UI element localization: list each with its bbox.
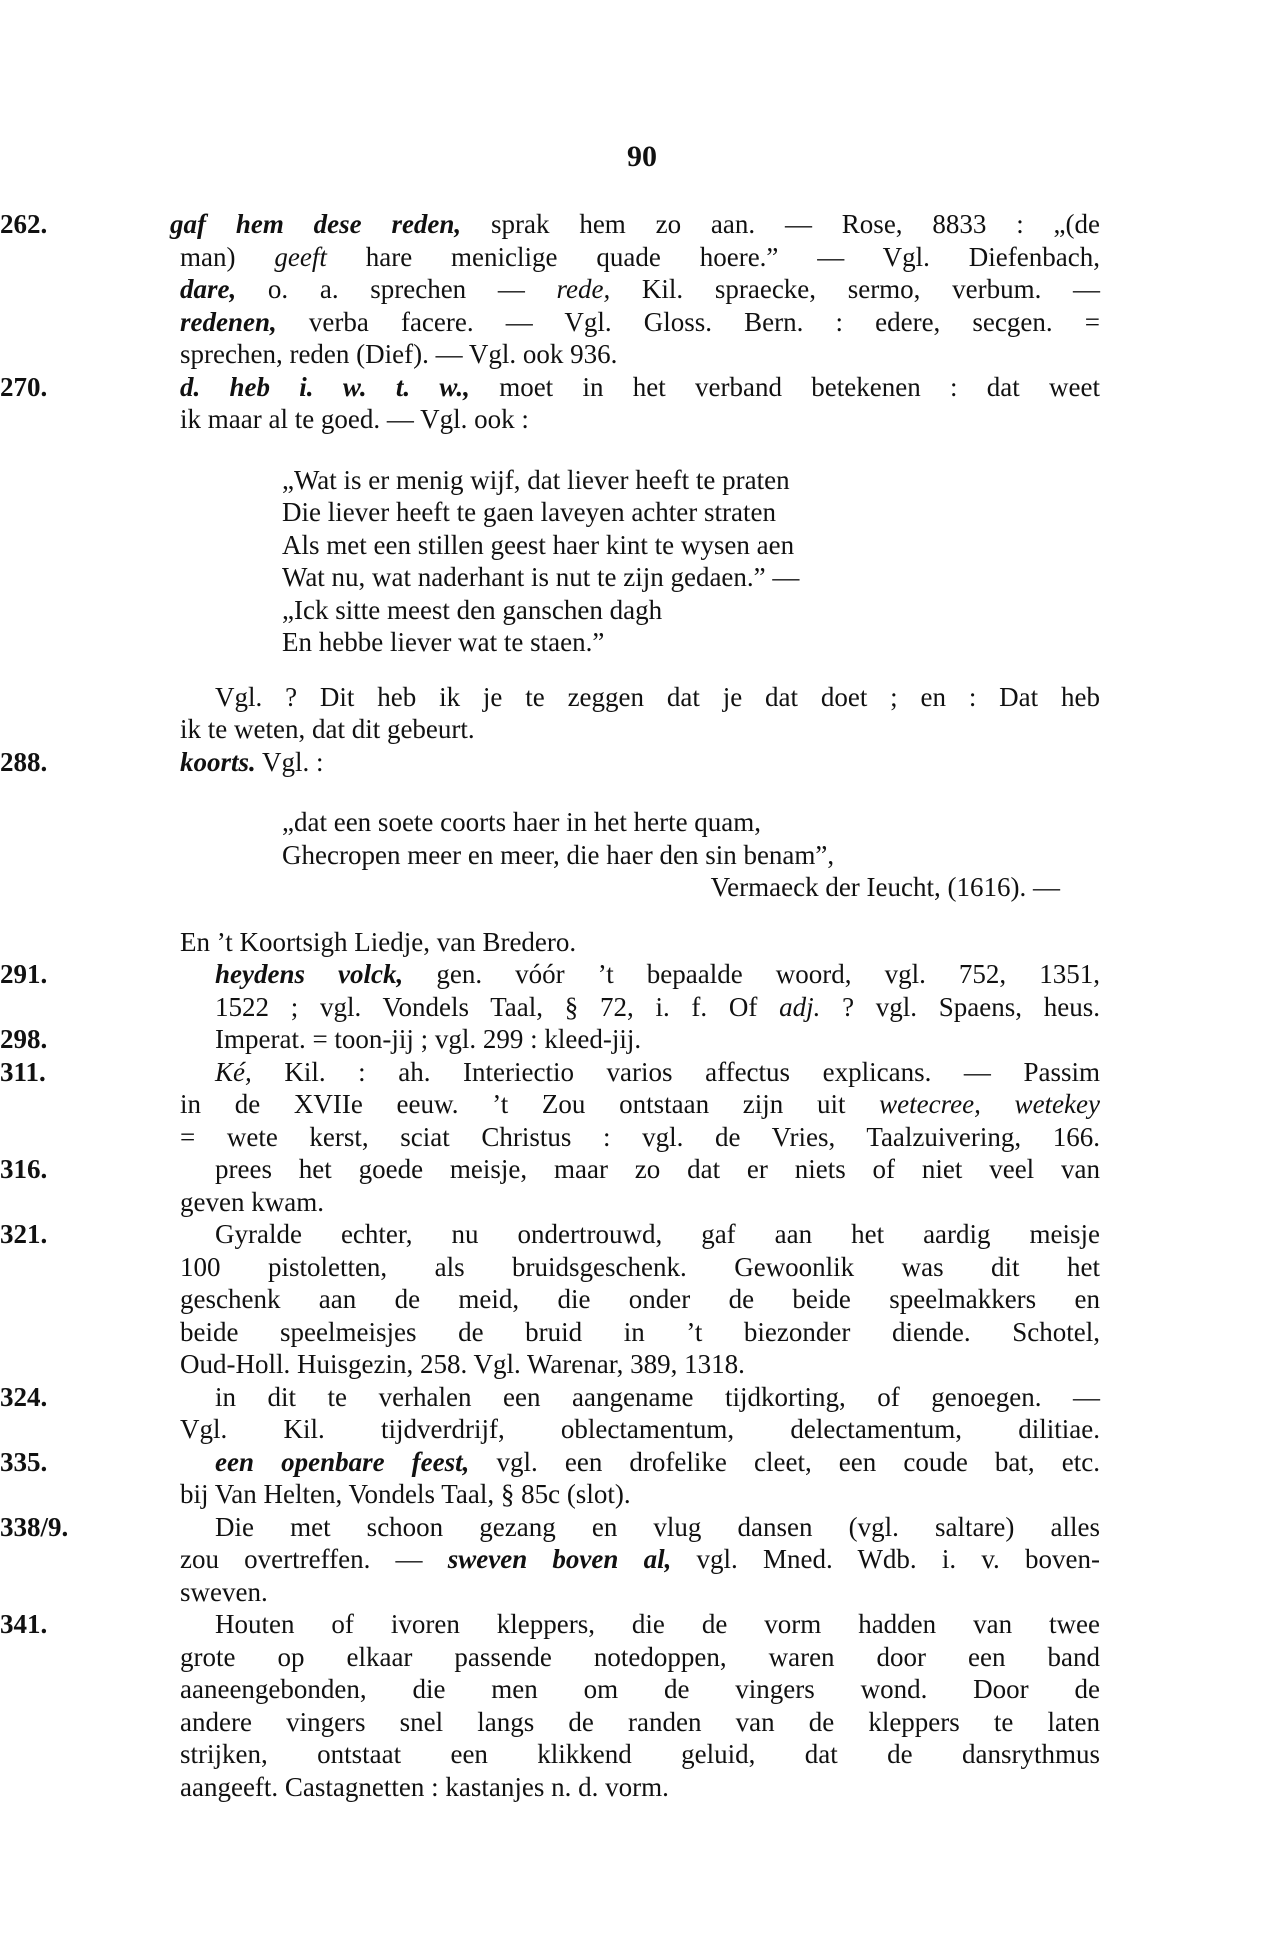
italic-word: wetecree, wetekey xyxy=(879,1089,1100,1119)
entry-321 xyxy=(0,1218,1284,1381)
entry-321-line-4: beide speelmeisjes de bruid in ’t biezonder diende. Schotel, xyxy=(180,1316,1100,1347)
text-run: sprak hem zo aan. — Rose, 8833 : „(de xyxy=(461,209,1100,239)
entry-298-line-1 xyxy=(0,1023,1135,1056)
quote-line: Wat nu, wat naderhant is nut te zijn gedaen.” — xyxy=(282,562,800,592)
entry-298 xyxy=(0,1023,1284,1056)
entry-324 xyxy=(0,1381,1284,1446)
entry-316-line-2: geven kwam. xyxy=(180,1186,324,1217)
entry-291-line-2 xyxy=(215,991,1100,1024)
entry-341-line-1 xyxy=(0,1608,1100,1641)
text-run: gen. vóór ’t bepaalde woord, vgl. 752, 1351, xyxy=(403,959,1100,989)
entry-335 xyxy=(0,1446,1284,1511)
headword: koorts. xyxy=(180,746,256,777)
quote-line: En hebbe liever wat te staen.” xyxy=(282,627,605,657)
entry-324-line-2: Vgl. Kil. tijdverdrijf, oblectamentum, delectamentum, dilitiae. xyxy=(180,1414,1100,1444)
entry-number: 341. xyxy=(0,1609,48,1639)
entry-341-line-4: andere vingers snel langs de randen van de kleppers te laten xyxy=(180,1706,1100,1737)
entry-291-line-1 xyxy=(0,958,1100,991)
entry-number: 316. xyxy=(0,1154,48,1184)
entry-288 xyxy=(0,746,1284,959)
entry-321-line-5: Oud-Holl. Huisgezin, 258. Vgl. Warenar, 389, 1318. xyxy=(180,1349,745,1379)
text-run: vgl. Mned. Wdb. i. v. boven- xyxy=(671,1544,1100,1574)
quote-attribution: Vermaeck der Ieucht, (1616). — xyxy=(710,872,1060,902)
entry-270-quote xyxy=(0,464,1284,659)
entry-311-line-1 xyxy=(0,1056,1100,1089)
quote-line: „Ick sitte meest den ganschen dagh xyxy=(282,594,663,625)
entry-321-line-3: geschenk aan de meid, die onder de beide speelmakkers en xyxy=(180,1284,1100,1314)
entry-338-line-1 xyxy=(0,1511,1100,1544)
entry-338-line-3: sweven. xyxy=(180,1576,268,1607)
entry-288-after: En ’t Koortsigh Liedje, van Bredero. xyxy=(180,926,577,957)
entry-262-line-1 xyxy=(0,208,1100,241)
entry-262-line-3 xyxy=(180,273,1100,306)
entry-338-9 xyxy=(0,1511,1284,1609)
entry-number: 288. xyxy=(0,746,48,777)
text-run: Houten of ivoren kleppers, die de vorm hadden van twee xyxy=(215,1609,1100,1639)
entry-311-line-3: = wete kerst, sciat Christus : vgl. de Vries, Taalzuivering, 166. xyxy=(180,1121,1100,1152)
text-run: verba facere. — Vgl. Gloss. Bern. : edere, secgen. = xyxy=(276,306,1100,337)
quote-line: Als met een stillen geest haer kint te wysen aen xyxy=(282,529,795,560)
entry-324-line-1 xyxy=(0,1381,1100,1414)
entry-number: 298. xyxy=(0,1024,48,1054)
headword: Ké, xyxy=(215,1056,252,1087)
entry-311 xyxy=(0,1056,1284,1154)
text-run: zou overtreffen. — xyxy=(180,1544,448,1574)
italic-word: geeft xyxy=(274,241,327,272)
text-run: moet in het verband betekenen : dat weet xyxy=(469,371,1100,402)
entry-311-line-2 xyxy=(180,1088,1100,1121)
entry-316-line-1 xyxy=(0,1153,1100,1186)
text-run: o. a. sprechen — xyxy=(236,274,557,304)
text-run: man) xyxy=(180,241,275,272)
italic-word: dare, xyxy=(180,274,237,304)
entry-316 xyxy=(0,1153,1284,1218)
entry-262-line-5: sprechen, reden (Dief). — Vgl. ook 936. xyxy=(180,339,618,369)
entry-341 xyxy=(0,1608,1284,1803)
text-run: Kil. : ah. Interiectio varios affectus explicans. — Passim xyxy=(251,1056,1100,1087)
entry-338-line-2 xyxy=(180,1543,1100,1576)
text-run: Vgl. : xyxy=(255,746,324,777)
entry-number: 324. xyxy=(0,1381,48,1412)
text-run: Imperat. = toon-jij ; vgl. 299 : kleed-jij. xyxy=(215,1024,642,1054)
text-run: hare meniclige quade hoere.” — Vgl. Diefenbach, xyxy=(326,241,1100,272)
entry-262-line-4 xyxy=(180,306,1100,339)
entry-341-line-3: aaneengebonden, die men om de vingers wond. Door de xyxy=(180,1674,1100,1704)
entry-number: 270. xyxy=(0,371,48,402)
italic-word: sweven boven al, xyxy=(447,1544,672,1574)
entry-335-line-1 xyxy=(0,1446,1100,1479)
quote-line: Ghecropen meer en meer, die haer den sin benam”, xyxy=(282,839,835,870)
italic-word: redenen, xyxy=(180,306,277,337)
quote-line: „Wat is er menig wijf, dat liever heeft te praten xyxy=(282,464,790,495)
text-run: prees het goede meisje, maar zo dat er niets of niet veel van xyxy=(215,1154,1100,1184)
entry-270-after-1: Vgl. ? Dit heb ik je te zeggen dat je dat doet ; en : Dat heb xyxy=(215,681,1100,712)
text-run: vgl. een drofelike cleet, een coude bat, etc. xyxy=(469,1446,1100,1477)
entry-270 xyxy=(0,371,1284,746)
headword: gaf hem dese reden, xyxy=(170,209,462,239)
quote-line: Die liever heeft te gaen laveyen achter straten xyxy=(282,497,776,527)
entry-321-line-2: 100 pistoletten, als bruidsgeschenk. Gewoonlik was dit het xyxy=(180,1251,1100,1282)
entry-270-line-2: ik maar al te goed. — Vgl. ook : xyxy=(180,404,529,434)
page-number: 90 xyxy=(627,140,657,173)
entry-number: 311. xyxy=(0,1056,46,1087)
entry-321-line-1 xyxy=(0,1218,1100,1251)
entry-341-line-2: grote op elkaar passende notedoppen, waren door een band xyxy=(180,1641,1100,1672)
entry-262-line-2 xyxy=(180,241,1100,274)
text-run: in dit te verhalen een aangename tijdkorting, of genoegen. — xyxy=(215,1381,1100,1412)
text-run: Kil. spraecke, sermo, verbum. — xyxy=(610,274,1100,304)
entry-number: 335. xyxy=(0,1446,48,1477)
headword: d. heb i. w. t. w., xyxy=(180,371,470,402)
entry-288-line-1 xyxy=(0,746,1100,779)
entry-262 xyxy=(0,208,1284,371)
entry-270-after-2: ik te weten, dat dit gebeurt. xyxy=(180,714,475,744)
entry-341-line-6: aangeeft. Castagnetten : kastanjes n. d. vorm. xyxy=(180,1771,669,1802)
italic-word: adj. xyxy=(779,991,821,1022)
text-run: 1522 ; vgl. Vondels Taal, § 72, i. f. Of xyxy=(215,991,780,1022)
quote-line: „dat een soete coorts haer in het herte quam, xyxy=(282,807,762,837)
entry-number: 321. xyxy=(0,1219,48,1249)
headword: heydens volck, xyxy=(215,959,404,989)
italic-word: rede, xyxy=(556,274,611,304)
text-run: ? vgl. Spaens, heus. xyxy=(820,991,1100,1022)
text-run: Die met schoon gezang en vlug dansen (vgl. saltare) alles xyxy=(215,1511,1100,1542)
entry-number: 291. xyxy=(0,959,48,989)
text-run: Gyralde echter, nu ondertrouwd, gaf aan het aardig meisje xyxy=(215,1219,1100,1249)
entry-291 xyxy=(0,958,1284,1023)
headword: een openbare feest, xyxy=(215,1446,470,1477)
entry-335-line-2: bij Van Helten, Vondels Taal, § 85c (slot). xyxy=(180,1479,631,1509)
entry-270-line-1 xyxy=(0,371,1100,404)
entry-341-line-5: strijken, ontstaat een klikkend geluid, dat de dansrythmus xyxy=(180,1739,1100,1769)
text-run: in de XVIIe eeuw. ’t Zou ontstaan zijn uit xyxy=(180,1089,880,1119)
entry-number: 338/9. xyxy=(0,1511,69,1542)
entry-number: 262. xyxy=(0,209,48,239)
entry-288-quote xyxy=(0,806,1284,904)
page-content xyxy=(0,208,1284,1803)
